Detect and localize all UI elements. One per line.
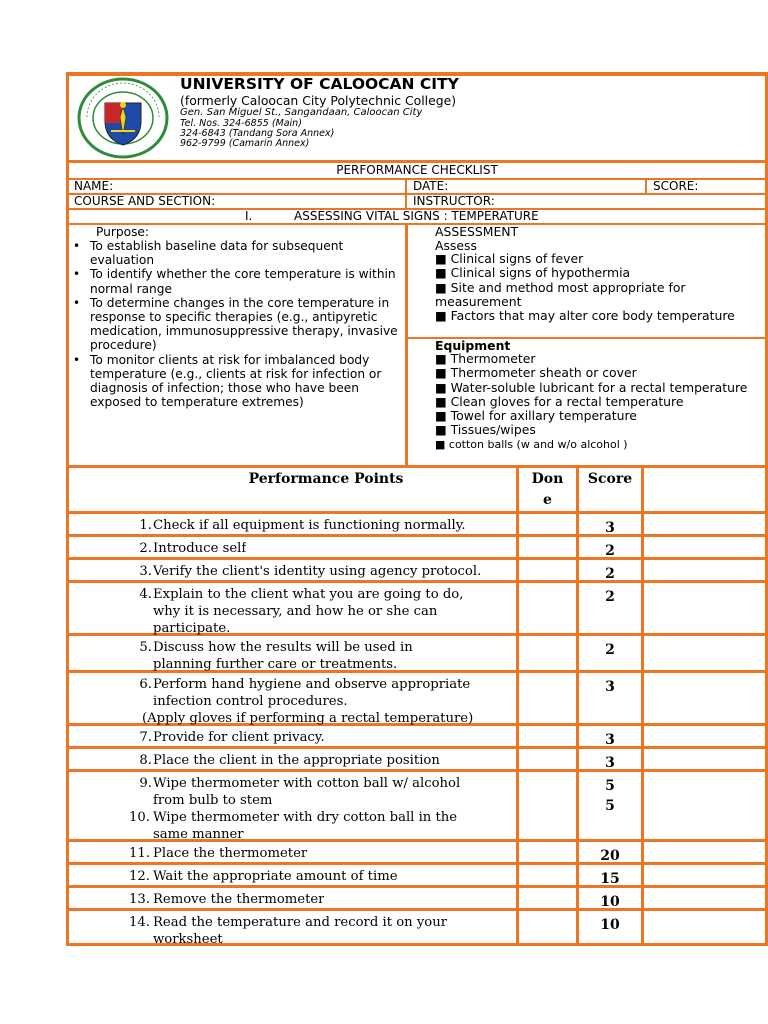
row-score: 20 xyxy=(600,848,620,864)
row-text: from bulb to stem xyxy=(153,793,273,808)
row-number: 1. xyxy=(139,518,152,533)
row-text: Explain to the client what you are going to do, xyxy=(153,587,464,602)
equipment-item-text: Thermometer sheath or cover xyxy=(450,365,637,381)
remarks-cell[interactable] xyxy=(644,911,765,929)
tel-annex-2: 962-9799 (Camarin Annex) xyxy=(180,138,310,149)
row-score: 3 xyxy=(605,755,615,771)
row-score: 3 xyxy=(605,679,615,695)
assessment-list xyxy=(435,252,761,323)
done-cell[interactable] xyxy=(519,888,576,906)
done-cell[interactable] xyxy=(519,911,576,929)
done-cell[interactable] xyxy=(519,636,576,654)
tel-main: Tel. Nos. 324-6855 (Main) xyxy=(180,118,302,129)
row-number: 14. xyxy=(129,915,150,930)
university-seal-logo xyxy=(75,77,171,159)
row-number: 8. xyxy=(139,753,152,768)
row-score: 15 xyxy=(600,871,620,887)
row-text: Wait the appropriate amount of time xyxy=(153,869,398,884)
section-numeral: I. xyxy=(245,209,253,223)
row-score: 10 xyxy=(600,917,620,933)
instructor-label: INSTRUCTOR: xyxy=(413,194,495,208)
row-score: 2 xyxy=(605,642,615,658)
square-bullet-icon: ■ xyxy=(435,308,451,324)
square-bullet-icon: ■ xyxy=(435,279,451,295)
checklist-title: PERFORMANCE CHECKLIST xyxy=(336,163,498,177)
score-header: Score xyxy=(587,471,633,487)
formerly-text: (formerly Caloocan City Polytechnic College) xyxy=(180,93,457,108)
equipment-item xyxy=(435,438,761,452)
row-note: (Apply gloves if performing a rectal temperature) xyxy=(142,711,474,726)
equipment-item xyxy=(435,423,761,437)
row-text: participate. xyxy=(153,621,231,636)
row-number: 10. xyxy=(129,810,150,825)
square-bullet-icon: ■ xyxy=(435,422,451,438)
row-text: Wipe thermometer with dry cotton ball in the xyxy=(153,810,458,825)
equipment-item xyxy=(435,409,761,423)
square-bullet-icon: ■ xyxy=(435,365,451,381)
remarks-cell[interactable] xyxy=(644,888,765,906)
rule-mid-info xyxy=(405,223,408,468)
done-cell[interactable] xyxy=(519,726,576,744)
remarks-cell[interactable] xyxy=(644,560,765,578)
remarks-cell[interactable] xyxy=(644,636,765,654)
done-cell[interactable] xyxy=(519,749,576,767)
row-text: Wipe thermometer with cotton ball w/ alcohol xyxy=(153,776,461,791)
university-name: UNIVERSITY OF CALOOCAN CITY xyxy=(180,75,459,93)
row-text: Place the client in the appropriate position xyxy=(153,753,440,768)
equipment-item xyxy=(435,381,761,395)
purpose-item: • To monitor clients at risk for imbalanced body temperature (e.g., clients at risk for infection or diagnosis of infection; those who have been exposed to temperature extremes) xyxy=(68,353,402,410)
row-number: 9. xyxy=(139,776,152,791)
row-text: Read the temperature and record it on your xyxy=(153,915,448,930)
equipment-item-text: Water-soluble lubricant for a rectal temperature xyxy=(450,379,748,395)
row-text: Check if all equipment is functioning normally. xyxy=(153,518,466,533)
row-text: worksheet xyxy=(153,932,223,947)
row-score: 3 xyxy=(605,732,615,748)
square-bullet-icon: ■ xyxy=(435,379,451,395)
row-score: 5 xyxy=(605,798,615,814)
assessment-item xyxy=(435,281,761,310)
remarks-cell[interactable] xyxy=(644,842,765,860)
square-bullet-icon: ■ xyxy=(435,265,451,281)
remarks-cell[interactable] xyxy=(644,726,765,744)
done-cell[interactable] xyxy=(519,514,576,532)
done-cell[interactable] xyxy=(519,673,576,691)
equipment-item-text: Thermometer xyxy=(450,352,536,366)
done-cell[interactable] xyxy=(519,772,576,790)
assessment-item-text: Site and method most appropriate for measurement xyxy=(435,279,686,309)
row-score: 5 xyxy=(605,778,615,794)
purpose-item: • To determine changes in the core temperature in response to specific therapies (e.g., antipyretic medication, immunosuppressive therapy, invasive procedure) xyxy=(68,296,402,353)
row-text: Introduce self xyxy=(153,541,247,556)
name-label: NAME: xyxy=(74,179,114,193)
assessment-item xyxy=(435,266,761,280)
done-cell[interactable] xyxy=(519,865,576,883)
remarks-cell[interactable] xyxy=(644,865,765,883)
remarks-cell[interactable] xyxy=(644,514,765,532)
row-number: 7. xyxy=(139,730,152,745)
rule-info-bottom xyxy=(66,465,768,468)
row-score: 10 xyxy=(600,894,620,910)
row-score: 2 xyxy=(605,589,615,605)
square-bullet-icon: ■ xyxy=(435,393,451,409)
remarks-cell[interactable] xyxy=(644,772,765,790)
row-text: Place the thermometer xyxy=(153,846,308,861)
performance-points-header: Performance Points xyxy=(248,471,404,487)
row-number: 5. xyxy=(139,640,152,655)
remarks-cell[interactable] xyxy=(644,673,765,691)
assessment-item-text: Clinical signs of fever xyxy=(450,252,584,266)
remarks-cell[interactable] xyxy=(644,749,765,767)
row-text: planning further care or treatments. xyxy=(153,657,398,672)
purpose-heading: Purpose: xyxy=(96,225,150,239)
assessment-item xyxy=(435,309,761,323)
row-text: why it is necessary, and how he or she can xyxy=(153,604,438,619)
equipment-list xyxy=(435,352,761,452)
equipment-item-text: Clean gloves for a rectal temperature xyxy=(450,393,684,409)
assessment-item-text: Factors that may alter core body temperature xyxy=(450,308,735,324)
score-label: SCORE: xyxy=(653,179,699,193)
row-text: Verify the client's identity using agency protocol. xyxy=(153,564,482,579)
row-number: 2. xyxy=(139,541,152,556)
row-number: 4. xyxy=(139,587,152,602)
equipment-heading: Equipment xyxy=(435,338,511,353)
course-label: COURSE AND SECTION: xyxy=(74,194,216,208)
row-score: 3 xyxy=(605,520,615,536)
done-cell[interactable] xyxy=(519,583,576,601)
row-text: Remove the thermometer xyxy=(153,892,325,907)
assessment-item xyxy=(435,252,761,266)
row-text: same manner xyxy=(153,827,244,842)
assessment-item-text: Clinical signs of hypothermia xyxy=(450,265,631,281)
row-score: 2 xyxy=(605,543,615,559)
done-cell[interactable] xyxy=(519,842,576,860)
remarks-cell[interactable] xyxy=(644,583,765,601)
assessment-intro: Assess xyxy=(435,238,477,253)
equipment-item xyxy=(435,366,761,380)
equipment-item xyxy=(435,352,761,366)
square-bullet-icon: ■ xyxy=(435,437,449,451)
tel-annex-1: 324-6843 (Tandang Sora Annex) xyxy=(180,128,335,139)
row-number: 13. xyxy=(129,892,150,907)
square-bullet-icon: ■ xyxy=(435,408,451,424)
equipment-item xyxy=(435,395,761,409)
square-bullet-icon: ■ xyxy=(435,352,451,366)
row-score: 2 xyxy=(605,566,615,582)
done-cell[interactable] xyxy=(519,537,576,555)
done-header-1: Don xyxy=(531,471,564,487)
date-label: DATE: xyxy=(413,179,449,193)
equipment-item-text: Tissues/wipes xyxy=(450,422,536,438)
equipment-item-text: cotton balls (w and w/o alcohol ) xyxy=(448,437,628,451)
assessment-heading: ASSESSMENT xyxy=(435,224,519,239)
purpose-list xyxy=(68,239,402,409)
square-bullet-icon: ■ xyxy=(435,252,451,266)
row-text: Provide for client privacy. xyxy=(153,730,325,745)
purpose-item: • To establish baseline data for subsequent evaluation xyxy=(68,239,402,267)
row-number: 3. xyxy=(139,564,152,579)
row-text: Perform hand hygiene and observe appropriate xyxy=(153,677,471,692)
remarks-cell[interactable] xyxy=(644,537,765,555)
purpose-item: • To identify whether the core temperature is within normal range xyxy=(68,267,402,295)
row-number: 12. xyxy=(129,869,150,884)
section-title: ASSESSING VITAL SIGNS : TEMPERATURE xyxy=(294,209,539,223)
done-header-2: e xyxy=(543,492,552,508)
row-text: infection control procedures. xyxy=(153,694,348,709)
equipment-item-text: Towel for axillary temperature xyxy=(450,408,637,424)
row-text: Discuss how the results will be used in xyxy=(153,640,413,655)
row-number: 11. xyxy=(129,846,150,861)
done-cell[interactable] xyxy=(519,560,576,578)
address-text: Gen. San Miguel St., Sangandaan, Caloocan City xyxy=(180,107,423,118)
row-number: 6. xyxy=(139,677,152,692)
